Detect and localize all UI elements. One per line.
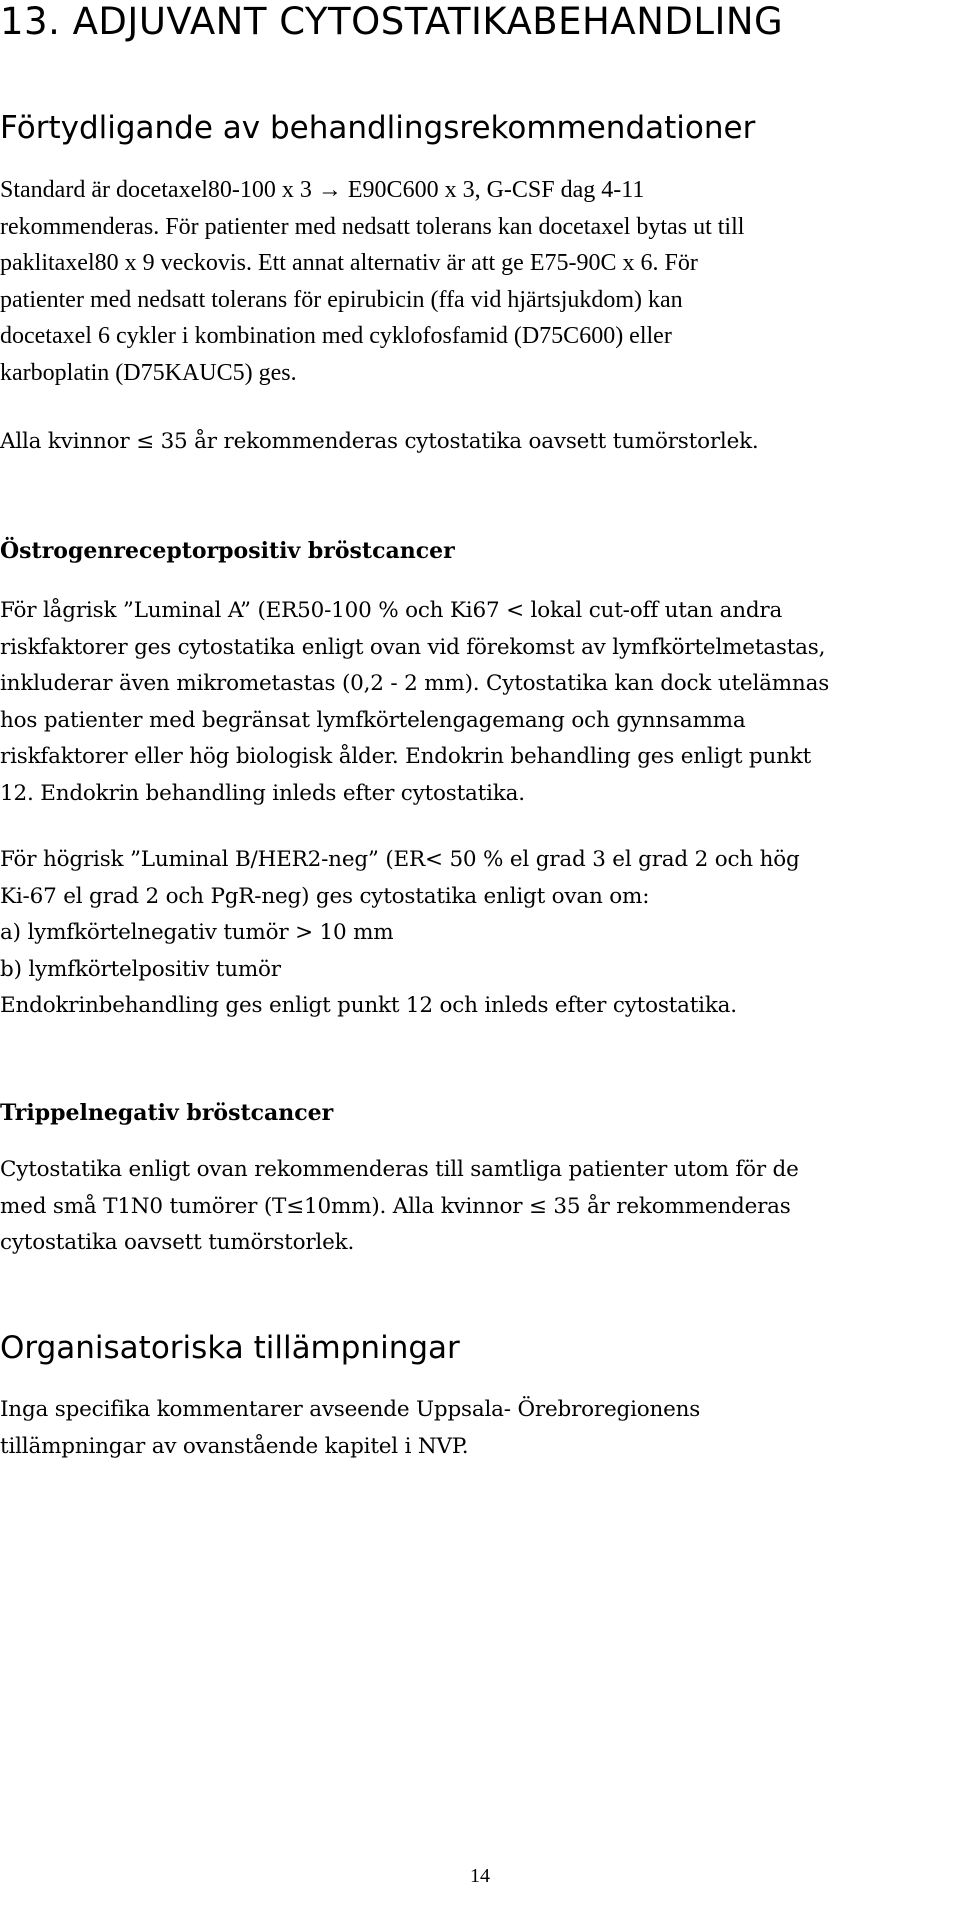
page-number: 14: [470, 1865, 490, 1887]
text-line: hos patienter med begränsat lymfkörtelengagemang och gynnsamma: [0, 707, 746, 733]
text-line: patienter med nedsatt tolerans för epirubicin (ffa vid hjärtsjukdom) kan: [0, 286, 683, 313]
text-line: tillämpningar av ovanstående kapitel i NVP.: [0, 1433, 469, 1459]
text-line: riskfaktorer ges cytostatika enligt ovan vid förekomst av lymfkörtelmetastas,: [0, 634, 826, 660]
text-line: paklitaxel80 x 9 veckovis. Ett annat alternativ är att ge E75-90C x 6. För: [0, 250, 698, 276]
section-heading-triple-negative: Trippelnegativ bröstcancer: [0, 1100, 334, 1126]
text-line: karboplatin (D75KAUC5) ges.: [0, 359, 297, 386]
paragraph-triple-negative: [0, 1152, 950, 1262]
paragraph-young-women: [0, 424, 950, 461]
section-heading-clarification: Förtydligande av behandlingsrekommendationer: [0, 110, 756, 146]
text-line: Inga specifika kommentarer avseende Uppsala- Örebroregionens: [0, 1397, 701, 1422]
text-line: Cytostatika enligt ovan rekommenderas till samtliga patienter utom för de: [0, 1157, 799, 1182]
text-line: Endokrinbehandling ges enligt punkt 12 och inleds efter cytostatika.: [0, 993, 737, 1018]
text-line: inkluderar även mikrometastas (0,2 - 2 mm). Cytostatika kan dock utelämnas: [0, 671, 830, 696]
section-heading-estrogen: Östrogenreceptorpositiv bröstcancer: [0, 538, 455, 564]
paragraph-organisational: [0, 1392, 950, 1465]
paragraph-standard-treatment: [0, 172, 950, 391]
text-line: Ki-67 el grad 2 och PgR-neg) ges cytostatika enligt ovan om:: [0, 883, 650, 909]
paragraph-luminal-a: [0, 593, 950, 812]
text-line: rekommenderas. För patienter med nedsatt tolerans kan docetaxel bytas ut till: [0, 213, 745, 240]
text-line: cytostatika oavsett tumörstorlek.: [0, 1230, 355, 1255]
text-line: med små T1N0 tumörer (T≤10mm). Alla kvinnor ≤ 35 år rekommenderas: [0, 1193, 791, 1219]
text-line: riskfaktorer eller hög biologisk ålder. Endokrin behandling ges enligt punkt: [0, 744, 812, 769]
text-line: Standard är docetaxel80-100 x 3 → E90C600 x 3, G-CSF dag 4-11: [0, 177, 645, 203]
text-line: 12. Endokrin behandling inleds efter cytostatika.: [0, 780, 525, 806]
text-line: Alla kvinnor ≤ 35 år rekommenderas cytostatika oavsett tumörstorlek.: [0, 429, 759, 454]
text-line: För högrisk ”Luminal B/HER2-neg” (ER< 50 % el grad 3 el grad 2 och hög: [0, 847, 800, 872]
text-line: docetaxel 6 cykler i kombination med cyklofosfamid (D75C600) eller: [0, 323, 672, 349]
section-heading-organisational: Organisatoriska tillämpningar: [0, 1330, 460, 1366]
text-line: a) lymfkörtelnegativ tumör > 10 mm: [0, 920, 394, 945]
text-line: För lågrisk ”Luminal A” (ER50-100 % och Ki67 < lokal cut-off utan andra: [0, 598, 783, 623]
text-line: b) lymfkörtelpositiv tumör: [0, 956, 281, 982]
paragraph-luminal-b: [0, 842, 950, 1025]
chapter-title: 13. ADJUVANT CYTOSTATIKABEHANDLING: [0, 0, 784, 43]
